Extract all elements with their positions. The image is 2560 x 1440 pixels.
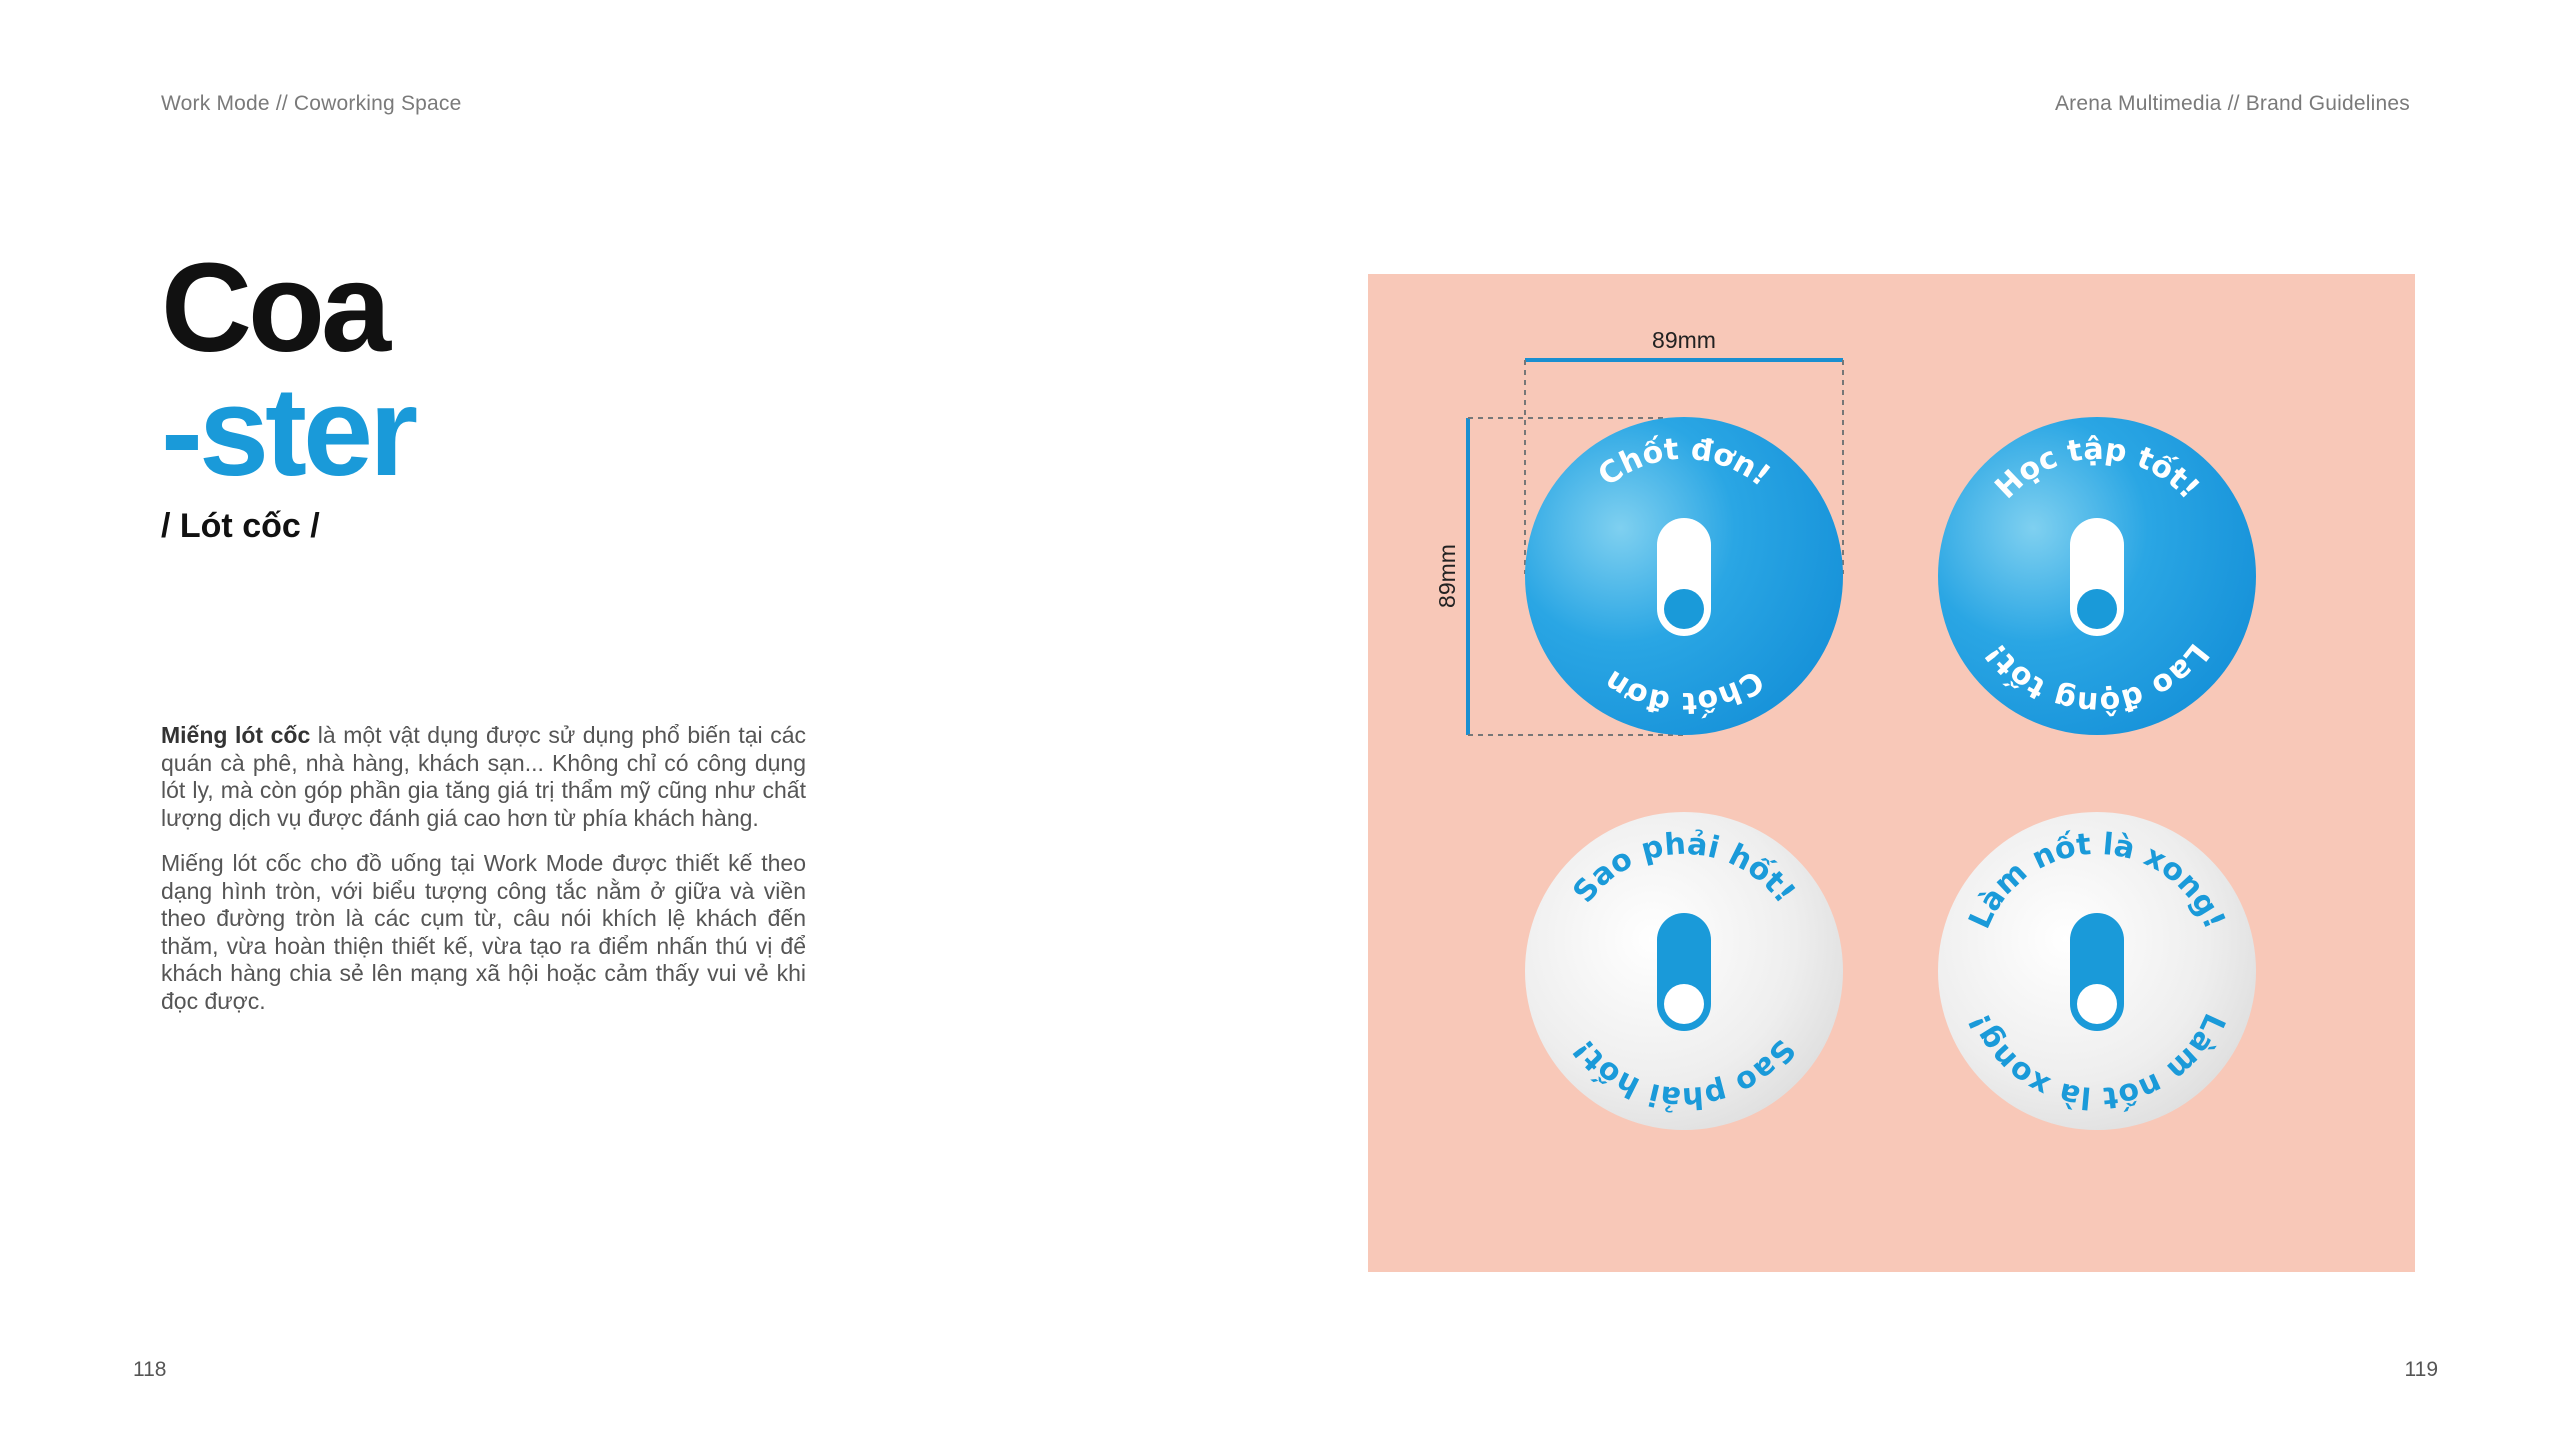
coaster-1 [1525,417,1843,735]
title-line-2: -ster [161,361,415,502]
coaster-text-bottom: Chốt đơn [1598,662,1770,721]
coaster-4 [1938,812,2256,1130]
body-paragraph-1-bold: Miếng lót cốc [161,722,311,748]
coaster-group [1525,417,2256,1130]
toggle-switch-icon [1657,518,1711,636]
page-title [161,237,415,502]
coaster-2 [1938,417,2256,735]
body-text [161,722,806,1033]
body-paragraph-1 [161,722,806,832]
body-paragraph-1-rest: là một vật dụng được sử dụng phổ biến tại các quán cà phê, nhà hàng, khách sạn... Không chỉ có công dụng lót ly, mà còn góp phần gia tăng giá trị thẩm mỹ cũng như chất lượng dịch vụ được đánh giá cao hơn từ phía khách hàng. [161,722,806,831]
toggle-switch-icon [1657,913,1711,1031]
coaster-text-top: Sao phải hốt! [1566,826,1802,910]
height-dimension-label: 89mm [1434,544,1460,608]
toggle-switch-icon [2070,518,2124,636]
coaster-text-top: Chốt đơn! [1591,431,1777,494]
title-line-1: Coa [161,237,388,378]
toggle-switch-icon [2070,913,2124,1031]
coaster-text-bottom: Sao phải hốt! [1566,1032,1802,1116]
width-dimension-label: 89mm [1652,327,1716,353]
coaster-text-top: Học tập tốt! [1988,431,2207,506]
coaster-mockup-panel [1368,274,2415,1272]
coaster-text-top: Làm nốt là xong! [1962,826,2232,935]
header-right: Arena Multimedia // Brand Guidelines [2054,92,2410,115]
header-left: Work Mode // Coworking Space [161,92,462,115]
page-subtitle: / Lót cốc / [161,507,320,545]
page-number-right: 119 [2404,1358,2438,1381]
coaster-text-bottom: Lao động tốt! [1978,636,2216,721]
page-number-left: 118 [133,1358,167,1381]
coaster-illustration [1368,274,2415,1272]
body-paragraph-2: Miếng lót cốc cho đồ uống tại Work Mode được thiết kế theo dạng hình tròn, với biểu tượng công tắc nằm ở giữa và viền theo đường tròn là các cụm từ, câu nói khích lệ khách đến thăm, vừa hoàn thiện thiết kế, vừa tạo ra điểm nhấn thú vị để khách hàng chia sẻ lên mạng xã hội hoặc cảm thấy vui vẻ khi đọc được. [161,850,806,1014]
coaster-3 [1525,812,1843,1130]
coaster-text-bottom: Làm nốt là xong! [1962,1007,2232,1116]
